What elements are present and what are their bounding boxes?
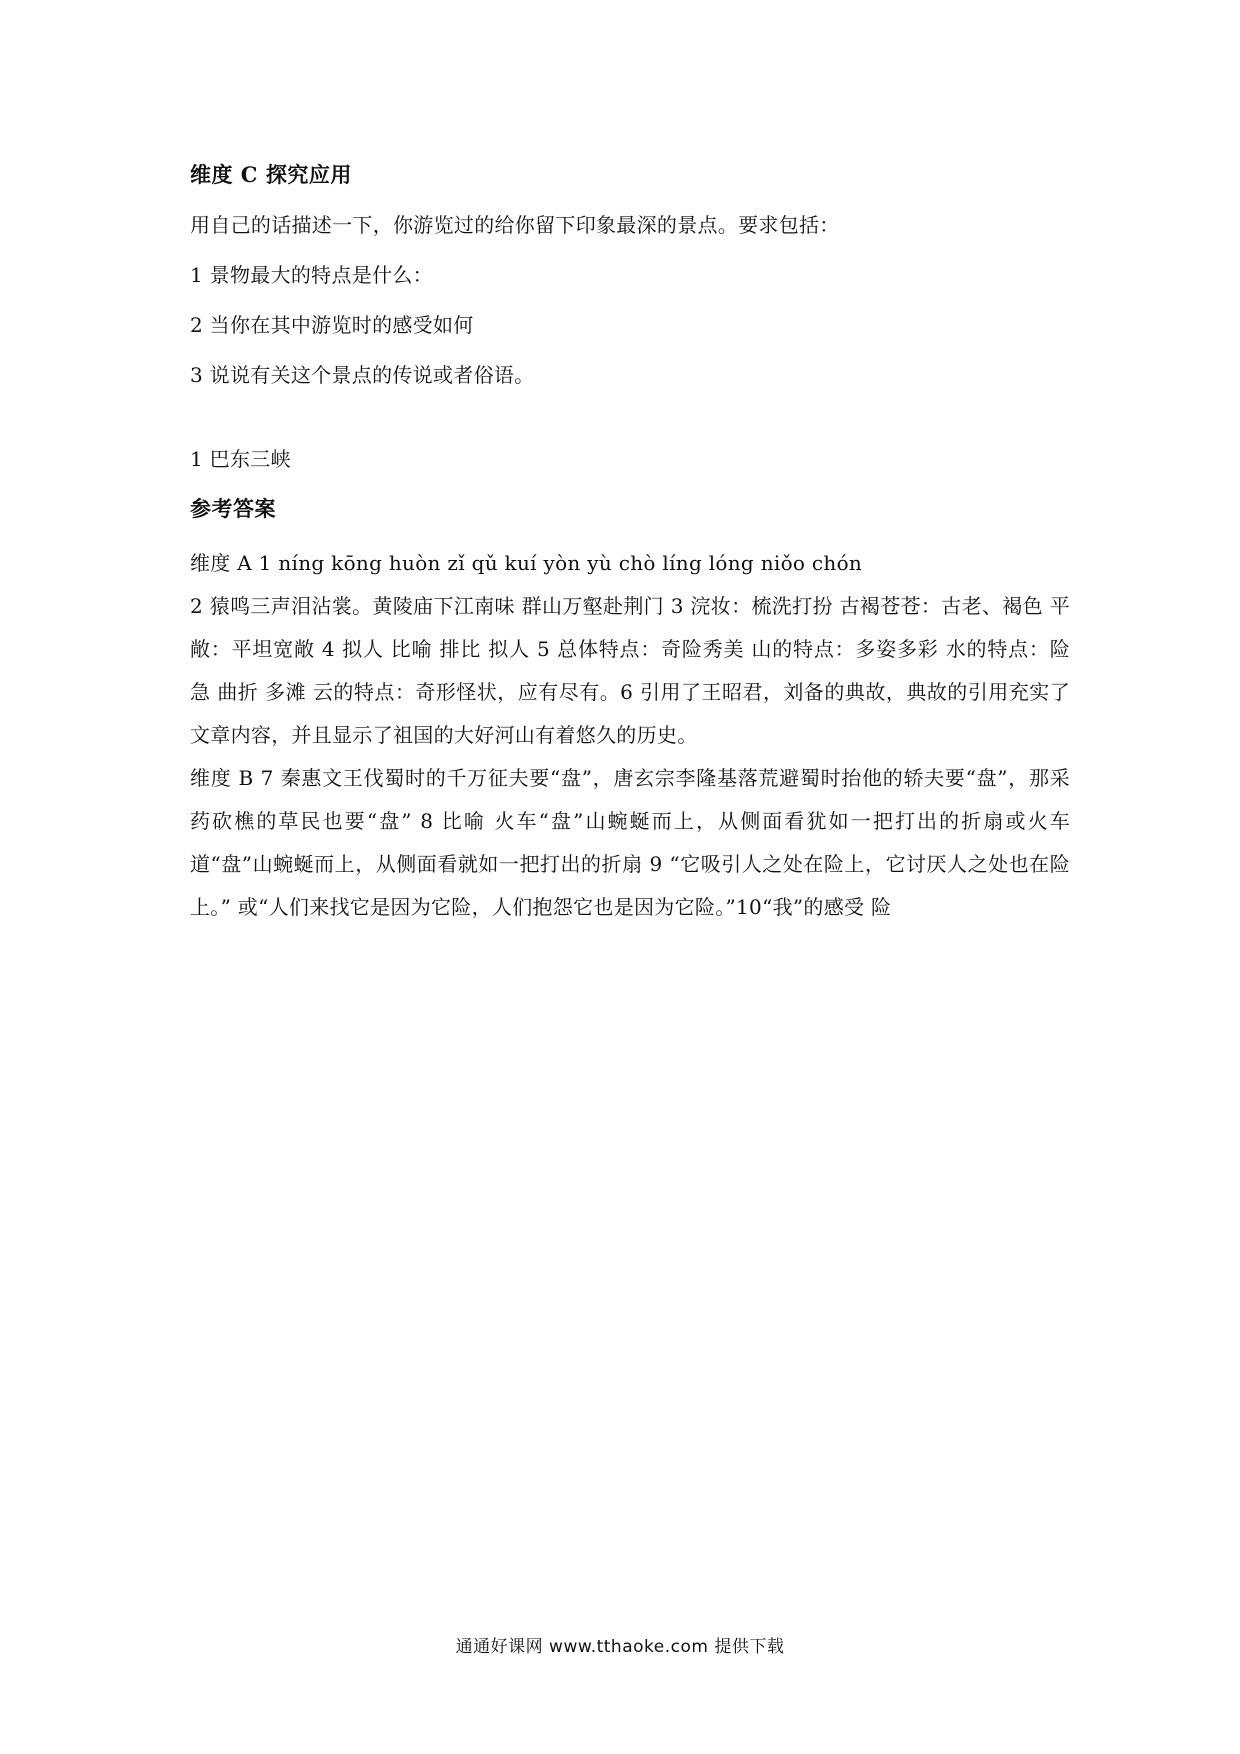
requirement-1: 1 景物最大的特点是什么：: [190, 263, 433, 287]
requirement-2: 2 当你在其中游览时的感受如何: [190, 313, 474, 337]
document-body: [190, 158, 1070, 929]
page-footer: 通通好课网 www.tthaoke.com 提供下载: [455, 1637, 785, 1657]
blank-line: [190, 408, 1070, 442]
section-c-title: 维度 C 探究应用: [190, 162, 352, 187]
answer-section-a-pinyin: 维度 A 1 níng kōng huòn zǐ qǔ kuí yòn yù chò líng lóng niǒo chón: [190, 551, 863, 575]
answer-section-a-items: 2 猿鸣三声泪沾裳。黄陵庙下江南味 群山万壑赴荆门 3 浣妆：梳洗打扮 古褐苍苍：古老、褐色 平敞：平坦宽敞 4 拟人 比喻 排比 拟人 5 总体特点：奇险秀美 山的特点：多姿多彩 水的特点：险 急 曲折 多滩 云的特点：奇形怪状，应有尽有。6 引用了王昭君，刘备的典故，典故的引用充实了文章内容，并且显示了祖国的大好河山有着悠久的历史。: [190, 594, 1070, 747]
section-c-prompt: 用自己的话描述一下，你游览过的给你留下印象最深的景点。要求包括：: [190, 213, 840, 237]
example-title: 1 巴东三峡: [190, 447, 291, 471]
answer-section-b-items: 维度 B 7 秦惠文王伐蜀时的千万征夫要“盘”，唐玄宗李隆基落荒避蜀时抬他的轿夫要“盘”，那采药砍樵的草民也要“盘” 8 比喻 火车“盘”山蜿蜒而上，从侧面看犹如一把打出的折扇或火车道“盘”山蜿蜒而上，从侧面看就如一把打出的折扇 9 “它吸引人之处在险上，它讨厌人之处也在险上。” 或“人们来找它是因为它险，人们抱怨它也是因为它险。”10“我”的感受 险: [190, 766, 1070, 919]
answers-title: 参考答案: [190, 496, 276, 521]
requirement-3: 3 说说有关这个景点的传说或者俗语。: [190, 363, 535, 387]
